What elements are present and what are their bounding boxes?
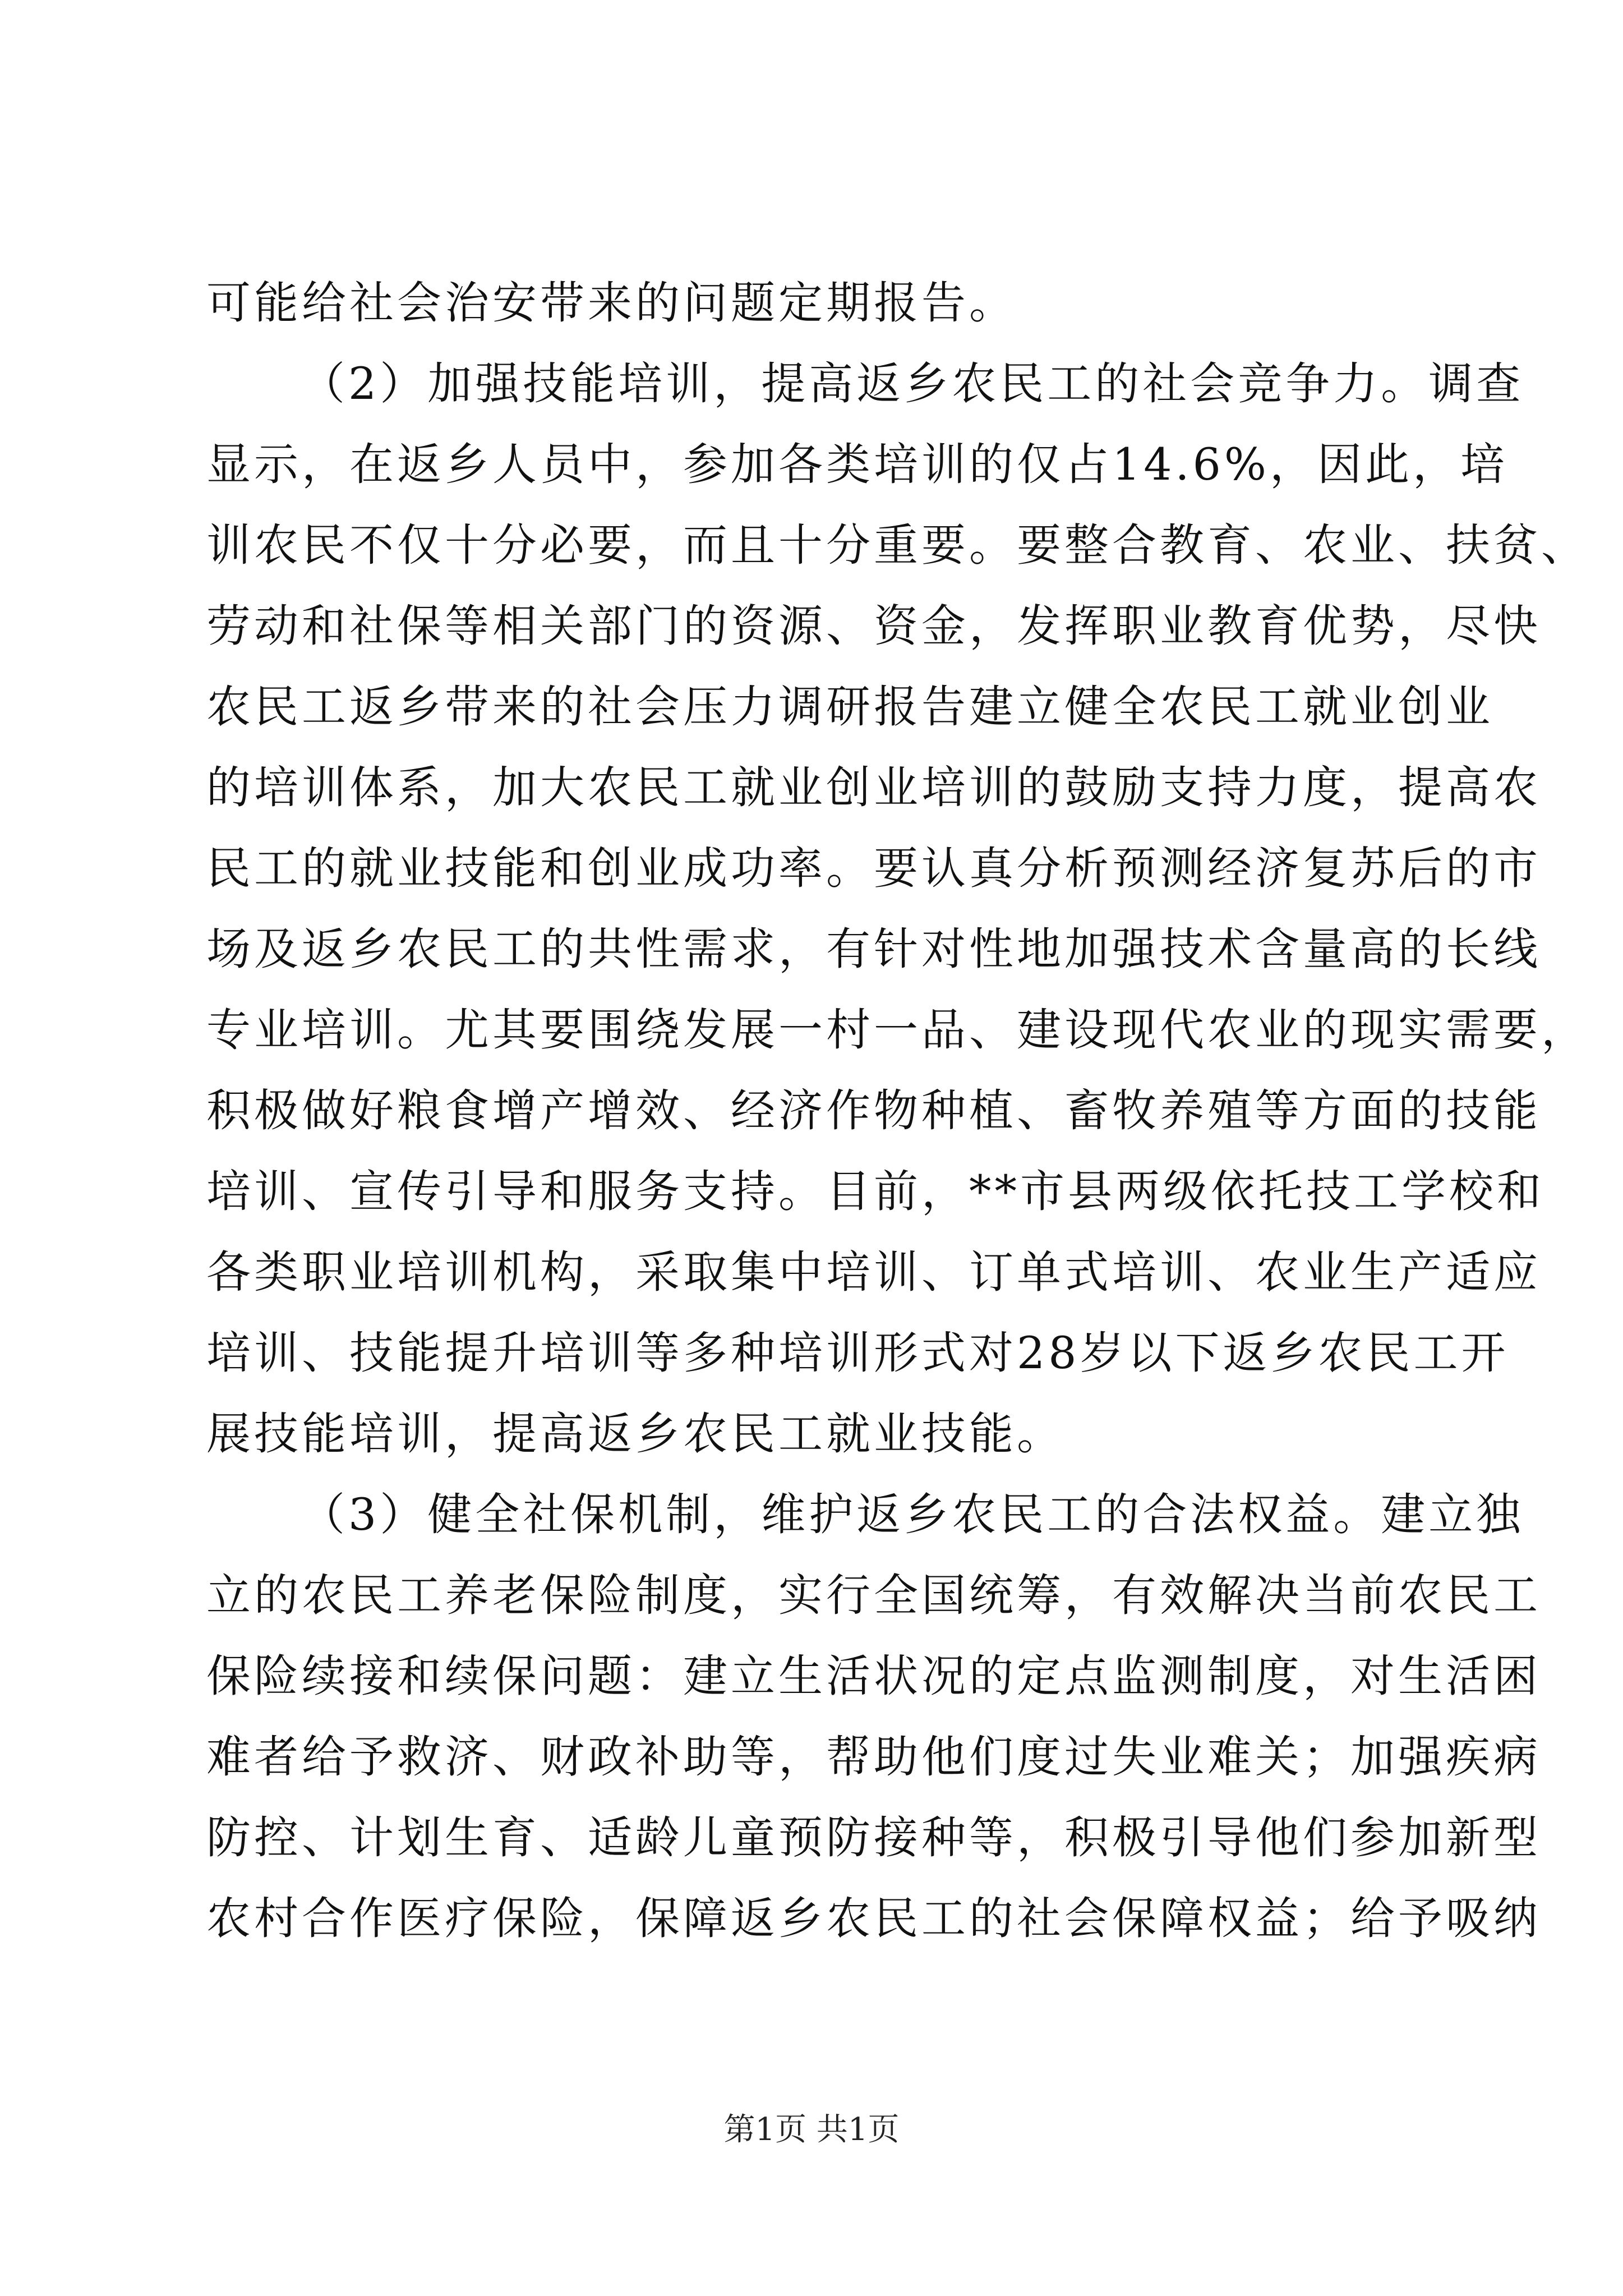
text-line: 防控、计划生育、适龄儿童预防接种等，积极引导他们参加新型 — [206, 1812, 1541, 1864]
page-footer — [0, 2110, 1623, 2150]
text-line: 培训、技能提升培训等多种培训形式对28岁以下返乡农民工开 — [206, 1327, 1509, 1379]
text-line: 劳动和社保等相关部门的资源、资金，发挥职业教育优势，尽快 — [206, 600, 1541, 652]
text-line: 显示，在返乡人员中，参加各类培训的仅占14.6%，因此，培 — [206, 439, 1508, 490]
text-line: 各类职业培训机构，采取集中培训、订单式培训、农业生产适应 — [206, 1246, 1541, 1298]
text-line: 专业培训。尤其要围绕发展一村一品、建设现代农业的现实需要， — [206, 1004, 1589, 1056]
text-line: 可能给社会治安带来的问题定期报告。 — [206, 277, 1017, 329]
text-line: （2）加强技能培训，提高返乡农民工的社会竞争力。调查 — [301, 358, 1524, 409]
text-line: 的培训体系，加大农民工就业创业培训的鼓励支持力度，提高农 — [206, 762, 1541, 813]
text-line: 保险续接和续保问题：建立生活状况的定点监测制度，对生活困 — [206, 1650, 1541, 1702]
text-line: 训农民不仅十分必要，而且十分重要。要整合教育、农业、扶贫、 — [206, 519, 1589, 571]
text-line: 农民工返乡带来的社会压力调研报告建立健全农民工就业创业 — [206, 681, 1493, 733]
text-line: 民工的就业技能和创业成功率。要认真分析预测经济复苏后的市 — [206, 843, 1541, 894]
text-line: （3）健全社保机制，维护返乡农民工的合法权益。建立独 — [301, 1489, 1524, 1540]
document-body — [206, 263, 1589, 1959]
text-line: 积极做好粮食增产增效、经济作物种植、畜牧养殖等方面的技能 — [206, 1085, 1541, 1137]
text-line: 展技能培训，提高返乡农民工就业技能。 — [206, 1408, 1064, 1460]
page-number: 第1页 共1页 — [723, 2111, 900, 2148]
text-line: 培训、宣传引导和服务支持。目前，**市县两级依托技工学校和 — [206, 1166, 1544, 1217]
text-line: 立的农民工养老保险制度，实行全国统筹，有效解决当前农民工 — [206, 1570, 1541, 1621]
text-line: 农村合作医疗保险，保障返乡农民工的社会保障权益；给予吸纳 — [206, 1893, 1541, 1944]
text-line: 难者给予救济、财政补助等，帮助他们度过失业难关；加强疾病 — [206, 1731, 1541, 1783]
text-line: 场及返乡农民工的共性需求，有针对性地加强技术含量高的长线 — [206, 923, 1541, 975]
